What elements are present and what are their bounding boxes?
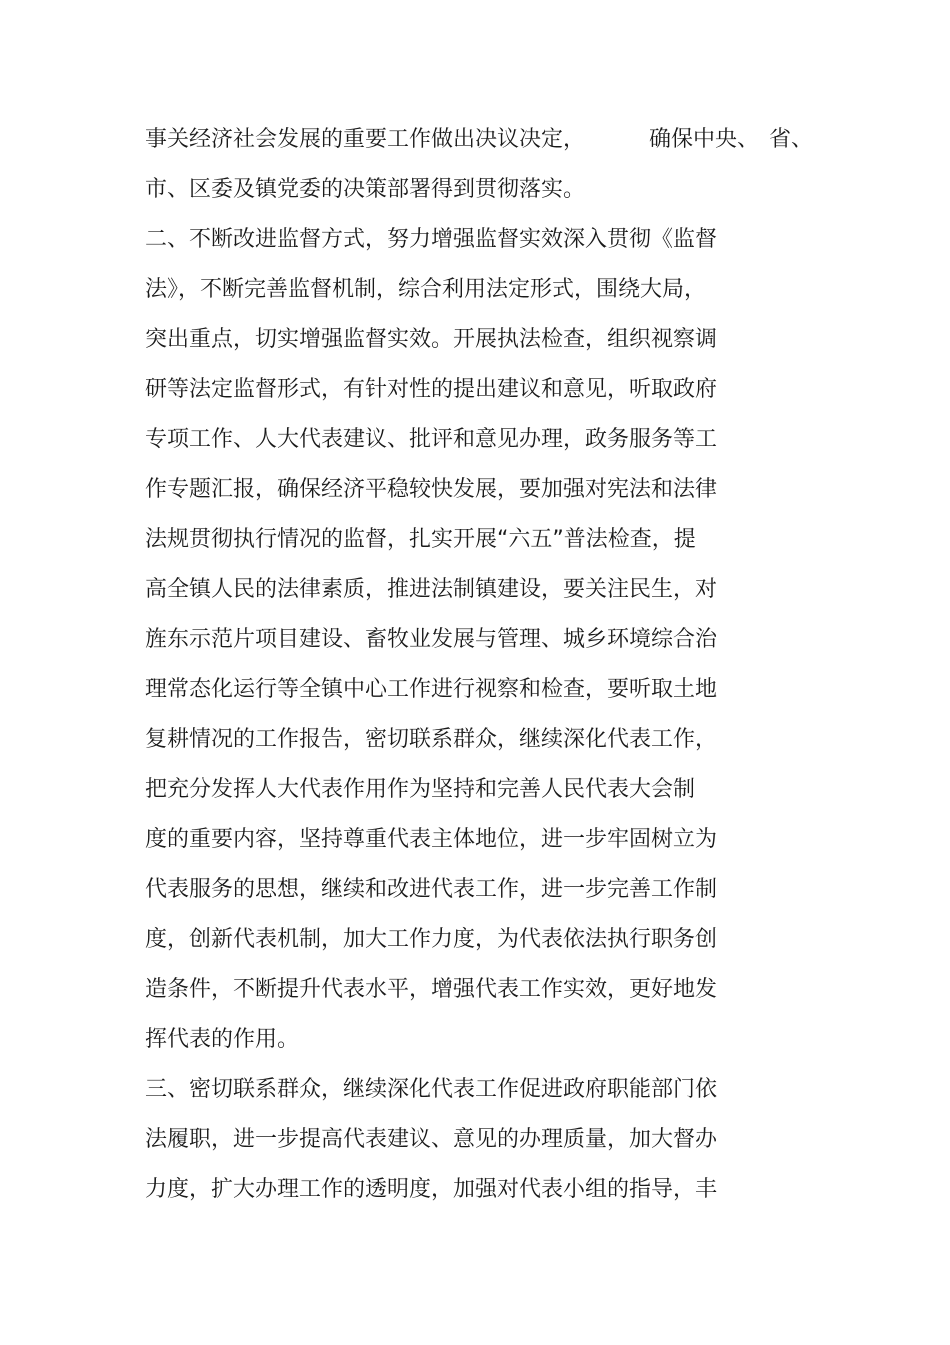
text-line: 代表服务的思想，继续和改进代表工作，进一步完善工作制 [145, 877, 718, 902]
text-line: 法规贯彻执行情况的监督，扎实开展“六五”普法检查，提 [145, 527, 696, 552]
text-line: 度，创新代表机制，加大工作力度，为代表依法执行职务创 [145, 927, 718, 952]
body-text [145, 118, 845, 1218]
text-line: 理常态化运行等全镇中心工作进行视察和检查，要听取土地 [145, 677, 718, 702]
text-line: 市、区委及镇党委的决策部署得到贯彻落实。 [145, 177, 586, 202]
text-segment: 省、 [769, 127, 814, 152]
text-line: 法履职，进一步提高代表建议、意见的办理质量，加大督办 [145, 1127, 718, 1152]
text-line: 旌东示范片项目建设、畜牧业发展与管理、城乡环境综合治 [145, 627, 718, 652]
section-heading-line: 三、密切联系群众，继续深化代表工作促进政府职能部门依 [145, 1077, 718, 1102]
text-line: 作专题汇报，确保经济平稳较快发展，要加强对宪法和法律 [145, 477, 718, 502]
text-segment: 事关经济社会发展的重要工作做出决议决定， [145, 127, 586, 152]
text-line: 专项工作、人大代表建议、批评和意见办理，政务服务等工 [145, 427, 718, 452]
text-line: 法》，不断完善监督机制，综合利用法定形式，围绕大局， [145, 277, 707, 302]
section-heading-line: 二、不断改进监督方式，努力增强监督实效深入贯彻《监督 [145, 227, 718, 252]
text-line: 复耕情况的工作报告，密切联系群众，继续深化代表工作， [145, 727, 718, 752]
text-line [145, 118, 845, 168]
text-line: 造条件，不断提升代表水平，增强代表工作实效，更好地发 [145, 977, 718, 1002]
text-line: 力度，扩大办理工作的透明度，加强对代表小组的指导，丰 [145, 1177, 718, 1202]
text-line: 研等法定监督形式，有针对性的提出建议和意见，听取政府 [145, 377, 718, 402]
text-segment: 确保中央、 [649, 127, 760, 152]
text-line: 度的重要内容，坚持尊重代表主体地位，进一步牢固树立为 [145, 827, 718, 852]
text-line: 突出重点，切实增强监督实效。开展执法检查，组织视察调 [145, 327, 718, 352]
text-line: 把充分发挥人大代表作用作为坚持和完善人民代表大会制 [145, 777, 696, 802]
text-line: 挥代表的作用。 [145, 1027, 300, 1052]
text-line: 高全镇人民的法律素质，推进法制镇建设，要关注民生，对 [145, 577, 718, 602]
